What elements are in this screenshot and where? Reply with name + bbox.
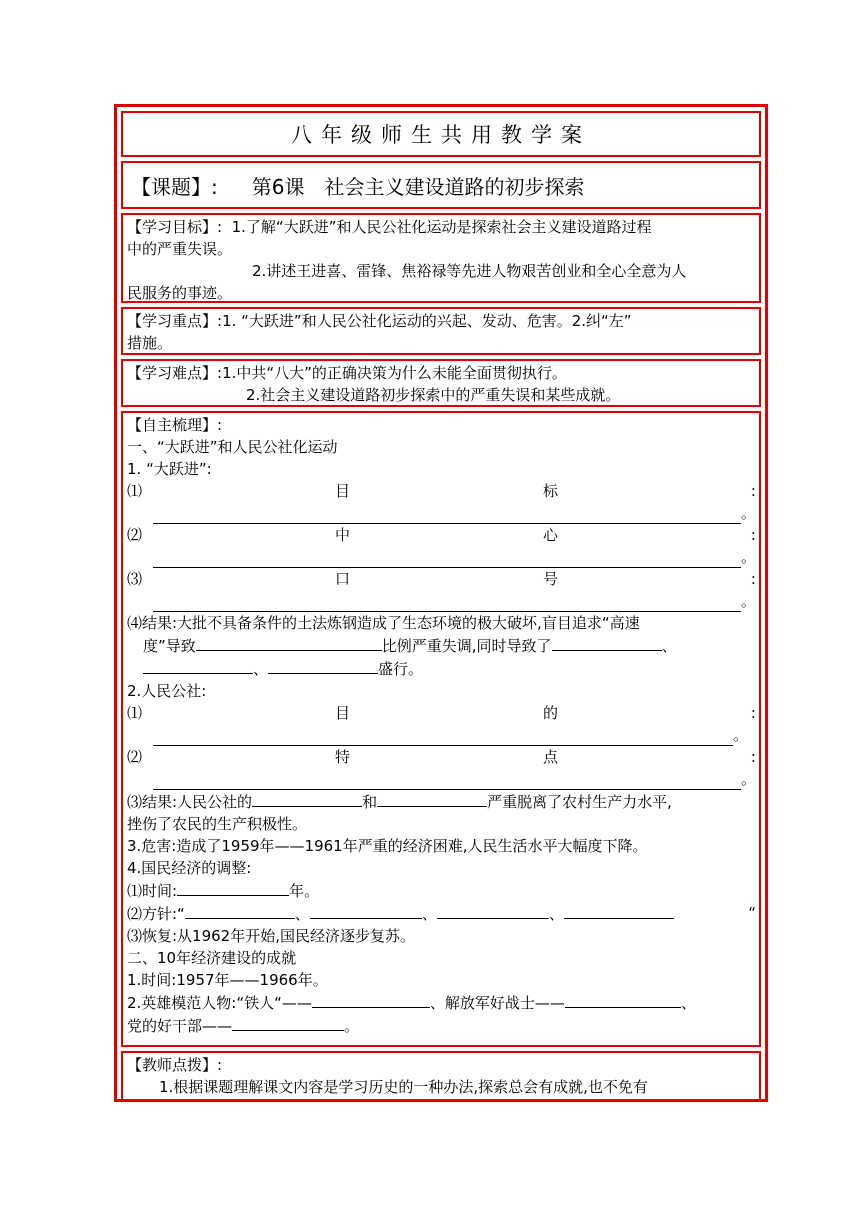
commune-feature: ⑵ 特 点 : [127, 748, 756, 766]
goal-2-cont: 民服务的事迹。 [127, 284, 233, 302]
goals-label: 【学习目标】: [127, 218, 223, 236]
great-leap-slogan: ⑶ 口 号 : [127, 570, 756, 588]
blank[interactable] [143, 657, 253, 674]
adjustment-title: 4.国民经济的调整: [127, 859, 252, 877]
topic-label: 【课题】: [131, 174, 218, 199]
topic-row [121, 161, 761, 209]
great-leap-center-blank[interactable]: 。 [127, 546, 756, 568]
difficulty-1: :1.中共“八大”的正确决策为什么未能全面贯彻执行。 [217, 364, 567, 382]
blank[interactable] [565, 991, 681, 1008]
goal-2: 2.讲述王进喜、雷锋、焦裕禄等先进人物艰苦创业和全心全意为人 [252, 262, 687, 280]
blank[interactable] [185, 902, 295, 919]
self-study-section [121, 411, 761, 1047]
great-leap-result-cont2: 、 盛行。 [127, 657, 756, 680]
learning-difficulty [121, 359, 761, 407]
blank[interactable] [564, 902, 674, 919]
learning-goals [121, 213, 761, 303]
topic-text: 第6课 社会主义建设道路的初步探索 [251, 174, 585, 199]
great-leap-result-cont: 度”导致 比例严重失调,同时导致了 、 [127, 634, 756, 657]
goal-1: 1.了解“大跃进”和人民公社化运动是探索社会主义建设道路过程 [231, 218, 652, 236]
great-leap-center: ⑵ 中 心 : [127, 526, 756, 544]
section-1-title: 一、“大跃进”和人民公社化运动 [127, 438, 338, 456]
commune-result: ⑶结果:人民公社的 和 严重脱离了农村生产力水平, [127, 790, 756, 813]
difficulty-2: 2.社会主义建设道路初步探索中的严重失误和某些成就。 [246, 386, 621, 404]
great-leap-result: ⑷结果:大批不具备条件的土法炼钢造成了生态环境的极大破坏,盲目追求“高速 [127, 614, 640, 632]
learning-focus [121, 307, 761, 355]
blank[interactable] [437, 902, 549, 919]
teacher-tip [121, 1051, 761, 1102]
study-label: 【自主梳理】: [127, 416, 223, 434]
heroes: 2.英雄模范人物:“铁人“—— 、解放军好战士—— 、 [127, 991, 756, 1014]
blank[interactable] [196, 634, 382, 651]
focus-label: 【学习重点】 [127, 312, 218, 330]
commune-purpose: ⑴ 目 的 : [127, 704, 756, 722]
blank[interactable] [312, 991, 430, 1008]
great-leap-slogan-blank[interactable]: 。 [127, 590, 756, 612]
achievement-time: 1.时间:1957年——1966年。 [127, 971, 328, 989]
tip-text: 1.根据课题理解课文内容是学习历史的一种办法,探索总会有成就,也不免有 [159, 1078, 648, 1096]
blank[interactable] [552, 634, 662, 651]
focus-text-cont: 措施。 [127, 334, 173, 352]
lesson-plan-frame [114, 104, 768, 1102]
blank[interactable] [377, 790, 487, 807]
blank[interactable] [252, 790, 362, 807]
tip-label: 【教师点拨】: [127, 1056, 223, 1074]
difficulty-label: 【学习难点】 [127, 364, 218, 382]
commune-title: 2.人民公社: [127, 682, 207, 700]
adjustment-policy: ⑵方针:“ 、 、 、 “ [127, 904, 756, 923]
section-2-title: 二、10年经济建设的成就 [127, 949, 297, 967]
goal-1-cont: 中的严重失误。 [127, 240, 233, 258]
blank[interactable] [268, 657, 378, 674]
blank[interactable] [232, 1014, 344, 1031]
header-title: 八年级师生共用教学案 [121, 111, 761, 157]
commune-feature-blank[interactable]: 。 [127, 768, 756, 790]
great-leap-goal: ⑴ 目 标 : [127, 482, 756, 500]
adjustment-recover: ⑶恢复:从1962年开始,国民经济逐步复苏。 [127, 927, 415, 945]
blank[interactable] [310, 902, 422, 919]
blank[interactable] [177, 879, 289, 896]
adjustment-time: ⑴时间: 年。 [127, 879, 756, 902]
commune-purpose-blank[interactable]: 。 [127, 724, 756, 746]
great-leap-goal-blank[interactable]: 。 [127, 502, 756, 524]
harm-text: 3.危害:造成了1959年——1961年严重的经济困难,人民生活水平大幅度下降。 [127, 837, 648, 855]
focus-text: :1. “大跃进”和人民公社化运动的兴起、发动、危害。2.纠“左” [217, 312, 632, 330]
commune-result-cont: 挫伤了农民的生产积极性。 [127, 815, 308, 833]
great-leap-title: 1. “大跃进”: [127, 460, 212, 478]
heroes-cont: 党的好干部—— 。 [127, 1014, 756, 1037]
